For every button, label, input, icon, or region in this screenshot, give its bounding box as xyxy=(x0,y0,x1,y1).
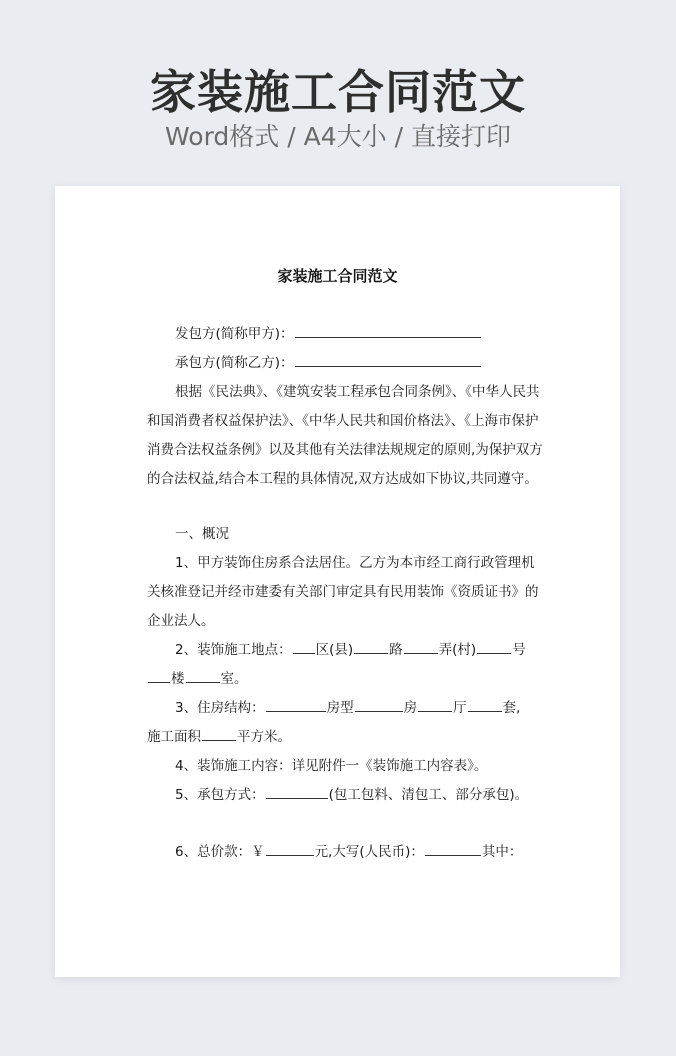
item1-paragraph: 1、甲方装饰住房系合法居住。乙方为本市经工商行政管理机关核准登记并经市建委有关部门审定具有民用装饰《资质证书》的企业法人。 xyxy=(147,555,539,629)
item6-mid: 元,大写(人民币)： xyxy=(314,844,424,860)
building-blank[interactable] xyxy=(148,668,170,683)
item3-line1 xyxy=(147,694,575,723)
document-title: 家装施工合同范文 xyxy=(277,267,398,285)
district-blank[interactable] xyxy=(293,639,315,654)
banner-subtitle: Word格式 / A4大小 / 直接打印 xyxy=(165,122,511,151)
banner-title: 家装施工合同范文 xyxy=(150,65,526,119)
room-blank[interactable] xyxy=(186,668,220,683)
section1-heading: 一、概况 xyxy=(175,526,229,542)
item2-road: 路 xyxy=(389,642,403,658)
party-b-line xyxy=(147,349,575,378)
item3-line2 xyxy=(147,723,547,752)
item2-lane: 弄(村) xyxy=(438,642,477,658)
rooms-blank[interactable] xyxy=(355,697,403,712)
amount-words-blank[interactable] xyxy=(425,841,481,856)
total-amount-blank[interactable] xyxy=(266,841,314,856)
party-a-blank[interactable] xyxy=(295,323,481,338)
contract-method-blank[interactable] xyxy=(266,784,328,799)
item3-prefix: 3、住房结构： xyxy=(175,700,265,716)
party-a-label: 发包方(简称甲方)： xyxy=(175,326,294,342)
road-blank[interactable] xyxy=(354,639,388,654)
number-blank[interactable] xyxy=(477,639,511,654)
item2-building: 楼 xyxy=(171,671,185,687)
item2-district: 区(县) xyxy=(315,642,354,658)
item6-suffix: 其中： xyxy=(481,844,523,860)
item5-prefix: 5、承包方式： xyxy=(175,787,265,803)
party-b-label: 承包方(简称乙方)： xyxy=(175,355,294,371)
item3-rooms: 房 xyxy=(403,700,418,716)
sets-blank[interactable] xyxy=(468,697,502,712)
item5-line xyxy=(147,781,575,810)
item6-prefix: 6、总价款：￥ xyxy=(175,844,265,860)
preamble-paragraph: 根据《民法典》、《建筑安装工程承包合同条例》、《中华人民共和国消费者权益保护法》、《中华人民共和国价格法》、《上海市保护消费合法权益条例》以及其他有关法律法规规定的原则,为保护双方的合法权益,结合本工程的具体情况,双方达成如下协议,共同遵守。 xyxy=(147,384,543,487)
structure-blank[interactable] xyxy=(266,697,326,712)
item2-line1 xyxy=(147,636,575,665)
party-b-blank[interactable] xyxy=(295,352,481,367)
item4-line: 4、装饰施工内容：详见附件一《装饰施工内容表》。 xyxy=(175,758,488,774)
item6-line xyxy=(147,838,575,867)
lane-blank[interactable] xyxy=(404,639,438,654)
item5-suffix: (包工包料、清包工、部分承包)。 xyxy=(328,787,529,803)
party-a-line xyxy=(147,320,575,349)
area-blank[interactable] xyxy=(202,726,236,741)
document-page xyxy=(55,186,620,977)
item2-prefix: 2、装饰施工地点： xyxy=(175,642,292,658)
halls-blank[interactable] xyxy=(418,697,452,712)
item2-line2 xyxy=(147,665,547,694)
item2-room: 室。 xyxy=(220,671,248,687)
item3-sets: 套, xyxy=(502,700,521,716)
item2-number: 号 xyxy=(512,642,526,658)
item3-halls: 厅 xyxy=(453,700,467,716)
item3-area-label: 施工面积 xyxy=(147,729,201,745)
item3-area-unit: 平方米。 xyxy=(237,729,291,745)
item3-type: 房型 xyxy=(326,700,354,716)
